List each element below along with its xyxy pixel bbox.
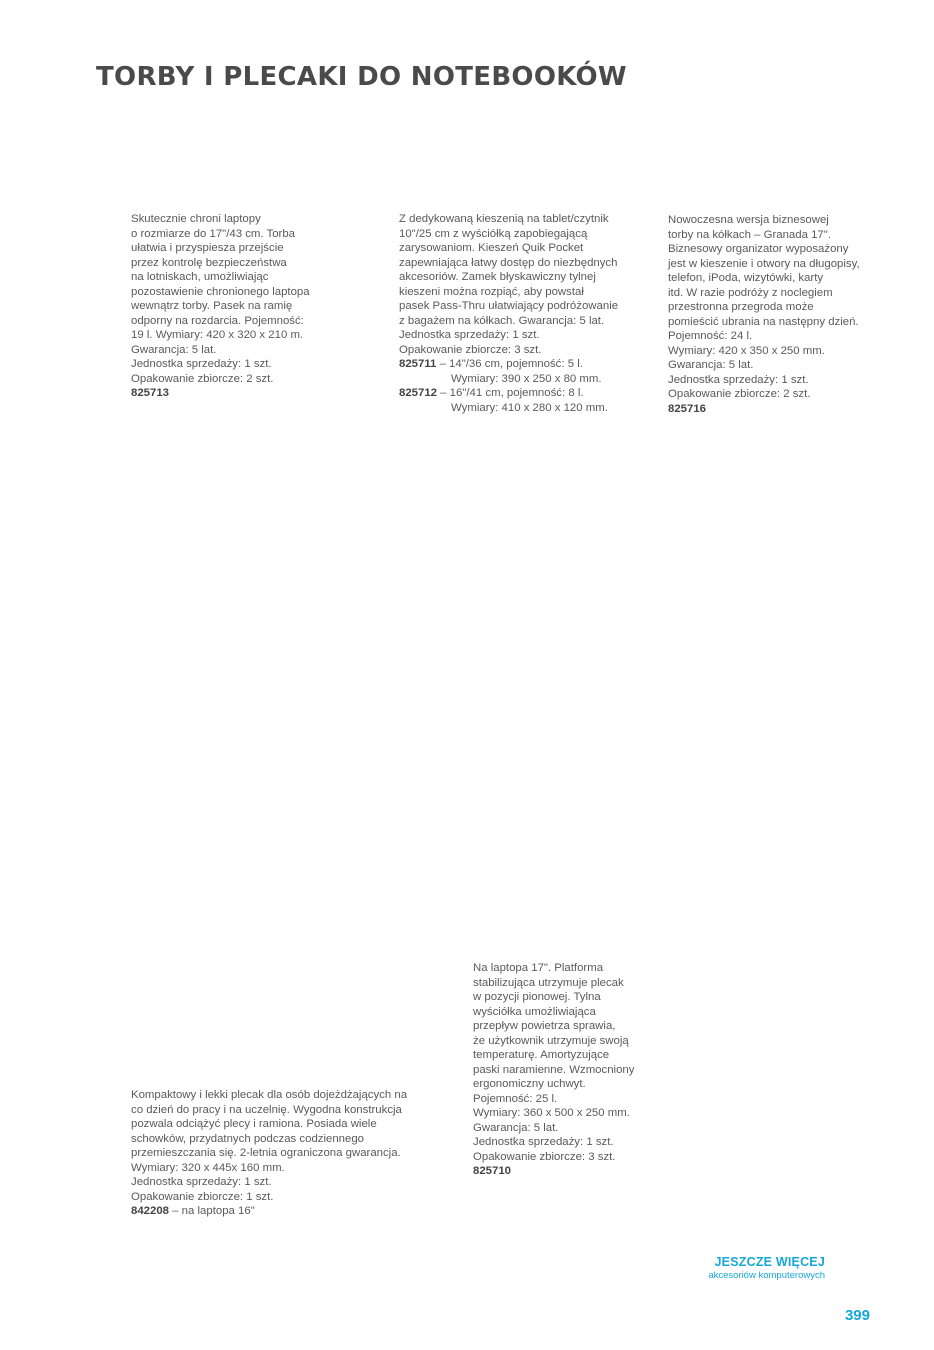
code-suffix: – na laptopa 16" — [169, 1205, 255, 1217]
product-code: 825710 — [473, 1165, 512, 1177]
product-description-825711-825712 — [399, 212, 618, 415]
description-line: Z dedykowaną kieszenią na tablet/czytnik — [399, 213, 609, 225]
description-line: pomieścić ubrania na następny dzień. — [668, 315, 859, 328]
description-line: Pojemność: 25 l. — [473, 1092, 558, 1105]
description-line: pozostawienie chronionego laptopa — [131, 285, 310, 298]
variant-825712 — [399, 386, 618, 401]
description-lines — [473, 961, 634, 1164]
description-line: Jednostka sprzedaży: 1 szt. — [131, 358, 272, 370]
description-line: wewnątrz torby. Pasek na ramię — [131, 300, 293, 312]
description-line: Gwarancja: 5 lat. — [473, 1121, 559, 1134]
description-line: akcesoriów. Zamek błyskawiczny tylnej — [399, 271, 596, 283]
variant-text: – 16"/41 cm, pojemność: 8 l. — [437, 387, 584, 399]
description-line: paski naramienne. Wzmocniony — [473, 1063, 635, 1076]
description-line: Nowoczesna wersja biznesowej — [668, 214, 829, 226]
description-line: Pojemność: 24 l. — [668, 330, 753, 342]
description-line: Jednostka sprzedaży: 1 szt. — [668, 373, 809, 386]
description-line: przemieszczania się. 2-letnia ograniczona gwarancja. — [131, 1147, 401, 1159]
description-line: ułatwia i przyspiesza przejście — [131, 242, 284, 254]
page-title: TORBY I PLECAKI DO NOTEBOOKÓW — [96, 62, 627, 92]
description-line: Skutecznie chroni laptopy — [131, 213, 261, 225]
description-line: Opakowanie zbiorcze: 3 szt. — [473, 1150, 616, 1163]
variant-dimensions: Wymiary: 410 x 280 x 120 mm. — [451, 401, 608, 414]
product-description-825710 — [473, 961, 634, 1179]
description-line: przez kontrolę bezpieczeństwa — [131, 256, 287, 269]
description-line: wyściółka umożliwiająca — [473, 1005, 596, 1018]
product-code-line — [131, 1204, 407, 1219]
description-line: z bagażem na kółkach. Gwarancja: 5 lat. — [399, 314, 605, 327]
description-line: Jednostka sprzedaży: 1 szt. — [473, 1136, 614, 1148]
page-number: 399 — [844, 1307, 870, 1324]
description-line: Gwarancja: 5 lat. — [668, 359, 754, 371]
product-code: 825711 — [399, 358, 437, 370]
product-description-825713 — [131, 212, 310, 401]
description-line: Opakowanie zbiorcze: 1 szt. — [131, 1190, 274, 1203]
description-line: torby na kółkach – Granada 17". — [668, 228, 831, 241]
variant-text: – 14"/36 cm, pojemność: 5 l. — [436, 358, 583, 370]
description-line: Na laptopa 17". Platforma — [473, 962, 604, 974]
description-lines — [668, 213, 860, 402]
description-line: Gwarancja: 5 lat. — [131, 343, 217, 356]
description-lines — [399, 212, 618, 357]
description-line: że użytkownik utrzymuje swoją — [473, 1034, 629, 1047]
product-code: 825716 — [668, 402, 707, 415]
description-line: przepływ powietrza sprawia, — [473, 1020, 616, 1032]
description-line: na lotniskach, umożliwiając — [131, 271, 269, 283]
description-line: pozwala odciążyć plecy i ramiona. Posiada wiele — [131, 1118, 377, 1130]
product-description-825716 — [668, 213, 860, 416]
variant-dimensions: Wymiary: 390 x 250 x 80 mm. — [451, 372, 602, 385]
description-line: telefon, iPoda, wizytówki, karty — [668, 272, 824, 284]
description-line: zapewniająca łatwy dostęp do niezbędnych — [399, 256, 618, 269]
description-line: Wymiary: 360 x 500 x 250 mm. — [473, 1107, 630, 1119]
description-line: Wymiary: 320 x 445x 160 mm. — [131, 1161, 285, 1174]
description-line: Opakowanie zbiorcze: 2 szt. — [131, 372, 274, 385]
description-line: w pozycji pionowej. Tylna — [473, 991, 601, 1003]
description-line: schowków, przydatnych podczas codziennego — [131, 1132, 365, 1145]
description-line: ergonomiczny uchwyt. — [473, 1078, 586, 1090]
description-line: Opakowanie zbiorcze: 3 szt. — [399, 343, 542, 356]
product-code: 825713 — [131, 387, 170, 399]
description-line: 19 l. Wymiary: 420 x 320 x 210 m. — [131, 329, 304, 341]
description-line: Kompaktowy i lekki plecak dla osób dojeżdżających na — [131, 1089, 408, 1101]
description-line: Jednostka sprzedaży: 1 szt. — [131, 1176, 272, 1188]
product-description-842208 — [131, 1088, 407, 1219]
description-line: zarysowaniom. Kieszeń Quik Pocket — [399, 242, 584, 254]
more-heading: JESZCZE WIĘCEJ — [714, 1255, 825, 1269]
description-line: Opakowanie zbiorcze: 2 szt. — [668, 388, 811, 400]
description-line: przestronna przegroda może — [668, 301, 814, 313]
description-line: itd. W razie podróży z noclegiem — [668, 286, 833, 299]
description-line: temperaturę. Amortyzujące — [473, 1049, 610, 1061]
description-line: Jednostka sprzedaży: 1 szt. — [399, 329, 540, 341]
more-accessories-link[interactable] — [708, 1255, 825, 1281]
description-line: 10"/25 cm z wyściółką zapobiegającą — [399, 227, 588, 240]
description-line: o rozmiarze do 17"/43 cm. Torba — [131, 227, 296, 240]
description-line: odporny na rozdarcia. Pojemność: — [131, 314, 304, 327]
description-lines — [131, 212, 310, 386]
description-line: kieszeni można rozpiąć, aby powstał — [399, 285, 584, 298]
description-line: stabilizująca utrzymuje plecak — [473, 976, 624, 989]
description-line: jest w kieszenie i otwory na długopisy, — [668, 257, 860, 270]
description-lines — [131, 1088, 407, 1204]
description-line: pasek Pass-Thru ułatwiający podróżowanie — [399, 300, 619, 312]
product-code: 842208 — [131, 1205, 170, 1217]
more-subheading: akcesoriów komputerowych — [708, 1270, 825, 1281]
description-line: co dzień do pracy i na uczelnię. Wygodna konstrukcja — [131, 1103, 402, 1116]
product-code: 825712 — [399, 387, 438, 399]
variant-825711 — [399, 357, 618, 372]
description-line: Biznesowy organizator wyposażony — [668, 243, 849, 255]
description-line: Wymiary: 420 x 350 x 250 mm. — [668, 344, 825, 357]
